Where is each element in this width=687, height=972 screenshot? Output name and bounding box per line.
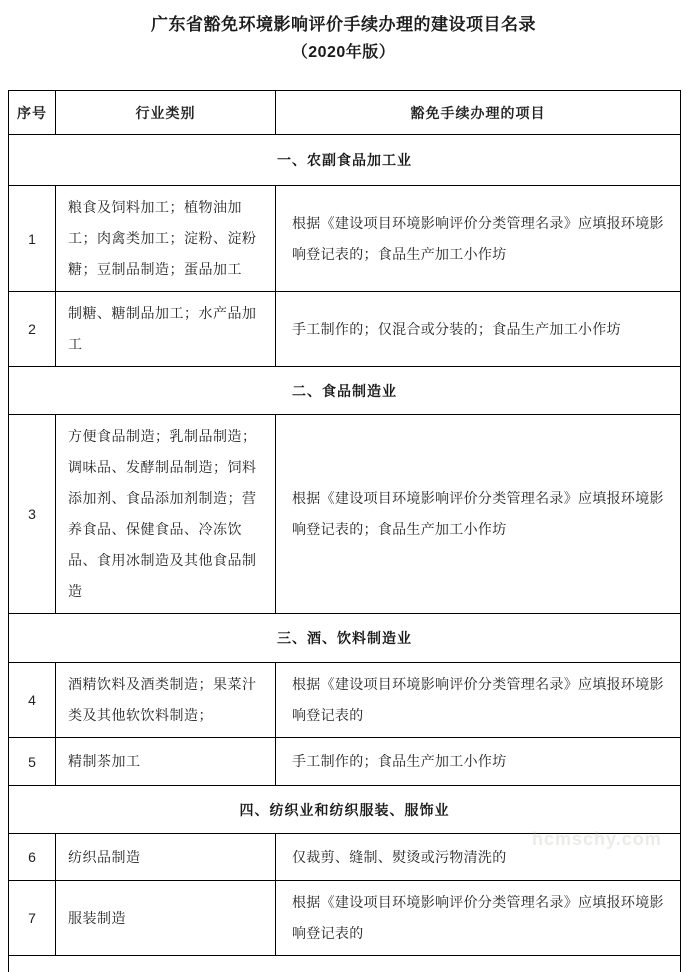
row-category: 纺织品制造 — [56, 834, 276, 881]
header-no: 序号 — [9, 91, 56, 135]
site-watermark: hcmschy.com — [532, 829, 662, 849]
table-header-row — [9, 91, 681, 135]
page-title: 广东省豁免环境影响评价手续办理的建设项目名录 — [151, 15, 536, 34]
table-row — [9, 834, 681, 881]
row-exempt: 仅裁剪、缝制、熨烫或污物清洗的 — [276, 834, 681, 881]
partial-row-cell — [9, 956, 681, 972]
section-row — [9, 614, 681, 663]
row-number: 2 — [9, 292, 56, 367]
row-category: 酒精饮料及酒类制造；果菜汁类及其他软饮料制造； — [56, 663, 276, 738]
row-category: 制糖、糖制品加工；水产品加工 — [56, 292, 276, 367]
section-label: 一、农副食品加工业 — [9, 135, 681, 186]
section-row — [9, 367, 681, 415]
row-number: 4 — [9, 663, 56, 738]
row-number: 6 — [9, 834, 56, 881]
row-exempt: 根据《建设项目环境影响评价分类管理名录》应填报环境影响登记表的 — [276, 881, 681, 956]
row-category: 精制茶加工 — [56, 738, 276, 786]
row-exempt: 手工制作的；食品生产加工小作坊 — [276, 738, 681, 786]
partial-row — [9, 956, 681, 972]
table-row — [9, 663, 681, 738]
table-row — [9, 881, 681, 956]
section-row — [9, 135, 681, 186]
page-subtitle: （2020年版） — [291, 44, 396, 61]
row-number: 7 — [9, 881, 56, 956]
header-category: 行业类别 — [56, 91, 276, 135]
table-row — [9, 415, 681, 614]
row-number: 1 — [9, 186, 56, 292]
table-row — [9, 186, 681, 292]
section-label: 二、食品制造业 — [9, 367, 681, 415]
table-row — [9, 292, 681, 367]
row-category: 服装制造 — [56, 881, 276, 956]
row-category: 方便食品制造；乳制品制造；调味品、发酵制品制造；饲料添加剂、食品添加剂制造；营养食品、保健食品、冷冻饮品、食用冰制造及其他食品制造 — [56, 415, 276, 614]
section-label: 三、酒、饮料制造业 — [9, 614, 681, 663]
exemption-table — [8, 90, 681, 972]
row-category: 粮食及饲料加工；植物油加工；肉禽类加工；淀粉、淀粉糖；豆制品制造；蛋品加工 — [56, 186, 276, 292]
row-exempt: 根据《建设项目环境影响评价分类管理名录》应填报环境影响登记表的 — [276, 663, 681, 738]
row-number: 3 — [9, 415, 56, 614]
row-exempt: 根据《建设项目环境影响评价分类管理名录》应填报环境影响登记表的；食品生产加工小作坊 — [276, 186, 681, 292]
row-exempt: 根据《建设项目环境影响评价分类管理名录》应填报环境影响登记表的；食品生产加工小作坊 — [276, 415, 681, 614]
row-exempt: 手工制作的；仅混合或分装的；食品生产加工小作坊 — [276, 292, 681, 367]
table-row — [9, 738, 681, 786]
section-row — [9, 786, 681, 834]
section-label: 四、纺织业和纺织服装、服饰业 — [9, 786, 681, 834]
row-number: 5 — [9, 738, 56, 786]
header-exempt: 豁免手续办理的项目 — [276, 91, 681, 135]
